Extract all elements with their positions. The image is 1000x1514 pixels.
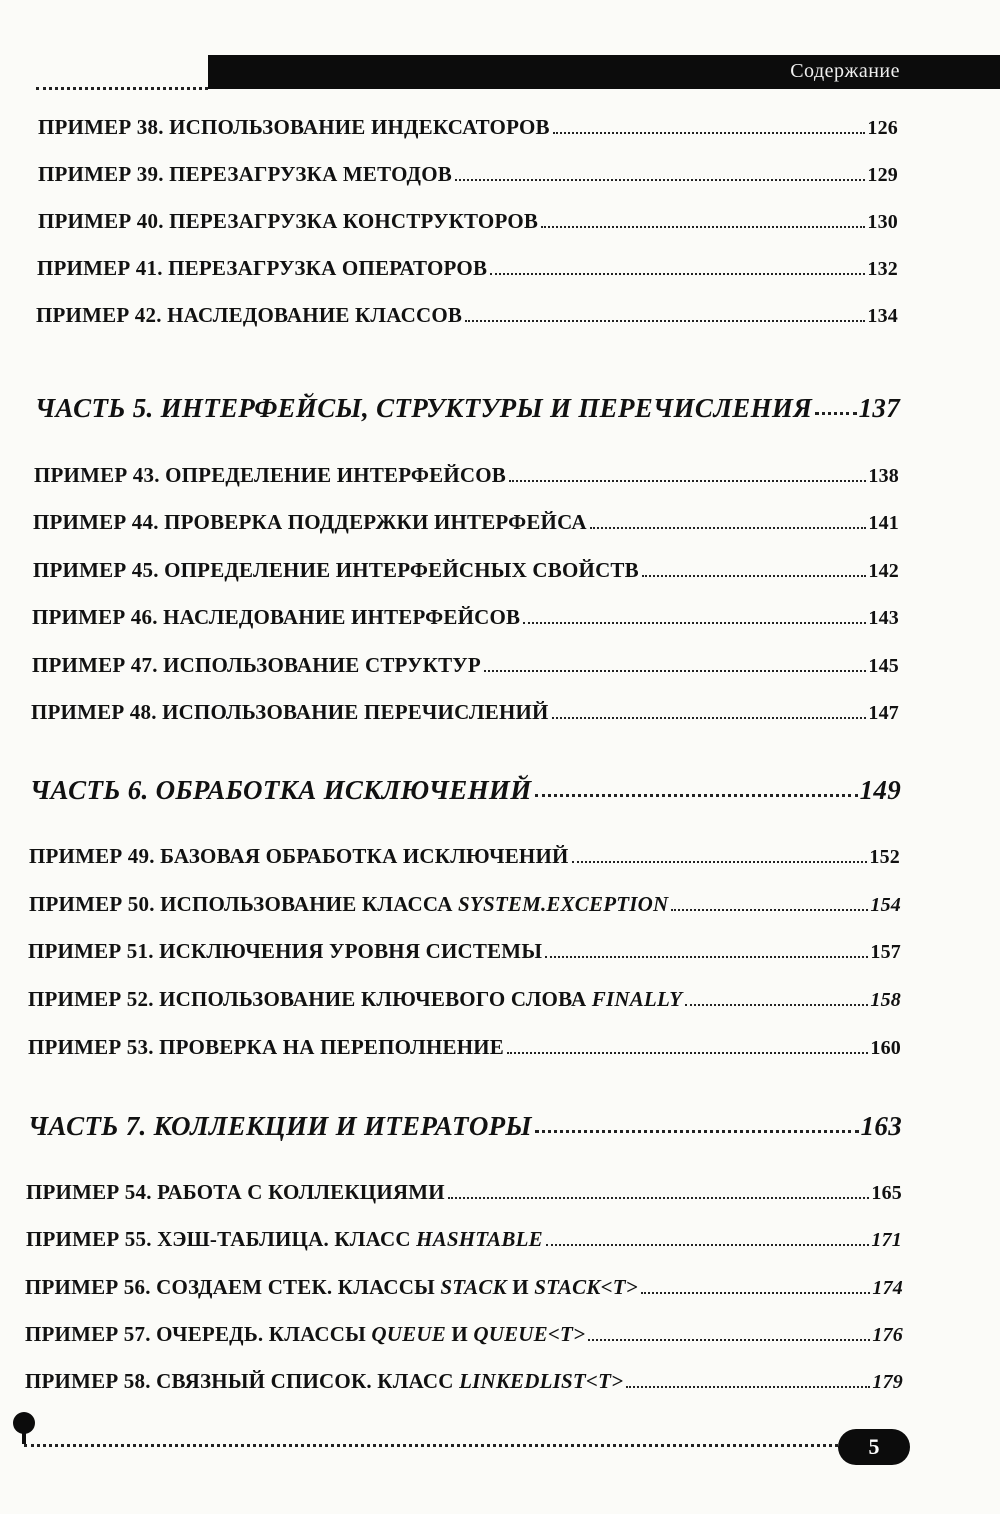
toc-entry-label-text: ПРИМЕР 52. ИСПОЛЬЗОВАНИЕ КЛЮЧЕВОГО СЛОВА: [28, 987, 592, 1011]
toc-part-5[interactable]: [35, 388, 900, 424]
toc-leader-dots: [509, 480, 866, 482]
toc-part-label: ЧАСТЬ 7. КОЛЛЕКЦИИ И ИТЕРАТОРЫ: [28, 1111, 532, 1141]
toc-entry-page: 143: [868, 607, 899, 629]
toc-entry-label: ПРИМЕР 39. ПЕРЕЗАГРУЗКА МЕТОДОВ: [38, 162, 452, 186]
toc-entry-53[interactable]: [28, 1032, 901, 1060]
toc-leader-dots: [590, 527, 867, 529]
toc-entry-page: 142: [868, 560, 899, 582]
toc-entry-51[interactable]: [28, 936, 901, 964]
toc-entry-label: ПРИМЕР 43. ОПРЕДЕЛЕНИЕ ИНТЕРФЕЙСОВ: [34, 463, 506, 487]
toc-entry-page: 158: [870, 989, 901, 1011]
toc-entry-38[interactable]: [38, 112, 898, 140]
toc-entry-45[interactable]: [33, 555, 899, 583]
toc-entry-label: [25, 1369, 623, 1394]
toc-leader-dots: [545, 956, 868, 958]
toc-leader-dots: [685, 1004, 868, 1006]
toc-entry-49[interactable]: [29, 841, 900, 869]
toc-entry-54[interactable]: [26, 1177, 902, 1205]
toc-entry-label-conj: И: [506, 1275, 535, 1299]
toc-entry-58[interactable]: [25, 1366, 903, 1394]
toc-entry-page: 132: [867, 258, 898, 280]
toc-entry-label-text: ПРИМЕР 58. СВЯЗНЫЙ СПИСОК. КЛАСС: [25, 1369, 460, 1393]
toc-entry-40[interactable]: [38, 206, 898, 234]
toc-entry-label: ПРИМЕР 45. ОПРЕДЕЛЕНИЕ ИНТЕРФЕЙСНЫХ СВОЙСТВ: [33, 558, 639, 582]
toc-leader-dots: [546, 1244, 870, 1246]
toc-entry-label-text: ПРИМЕР 55. ХЭШ-ТАБЛИЦА. КЛАСС: [26, 1227, 417, 1251]
toc-part-page: 137: [858, 393, 900, 423]
toc-entry-44[interactable]: [33, 507, 899, 535]
toc-entry-42[interactable]: [36, 300, 898, 328]
toc-part-label: ЧАСТЬ 5. ИНТЕРФЕЙСЫ, СТРУКТУРЫ И ПЕРЕЧИСЛЕНИЯ: [35, 393, 813, 423]
toc-entry-label: ПРИМЕР 40. ПЕРЕЗАГРУЗКА КОНСТРУКТОРОВ: [38, 209, 539, 233]
toc-entry-label: [29, 892, 668, 917]
toc-entry-label: ПРИМЕР 42. НАСЛЕДОВАНИЕ КЛАССОВ: [36, 303, 463, 327]
toc-entry-48[interactable]: [31, 697, 899, 725]
toc-leader-dots: [641, 1292, 870, 1294]
toc-entry-56[interactable]: [25, 1272, 903, 1300]
toc-entry-page: 160: [870, 1037, 901, 1059]
toc-leader-dots: [535, 1130, 859, 1133]
toc-entry-label-code: QUEUE: [371, 1322, 446, 1346]
toc-entry-page: 174: [872, 1277, 903, 1299]
toc-entry-label-code: SYSTEM.EXCEPTION: [458, 892, 669, 916]
toc-entry-41[interactable]: [37, 253, 898, 281]
toc-entry-label-code: QUEUE<T>: [473, 1322, 586, 1346]
toc-leader-dots: [465, 320, 865, 322]
toc-entry-page: 130: [867, 211, 898, 233]
toc-entry-page: 126: [867, 117, 898, 139]
toc-entry-page: 129: [867, 164, 898, 186]
toc-leader-dots: [588, 1339, 870, 1341]
toc-leader-dots: [484, 670, 866, 672]
toc-leader-dots: [626, 1386, 870, 1388]
toc-entry-label-code: STACK<T>: [534, 1275, 638, 1299]
toc-entry-55[interactable]: [26, 1224, 902, 1252]
toc-entry-page: 145: [868, 655, 899, 677]
toc-entry-label-code: STACK: [440, 1275, 507, 1299]
toc-leader-dots: [642, 575, 867, 577]
toc-part-page: 163: [860, 1111, 902, 1141]
toc-leader-dots: [541, 226, 865, 228]
toc-entry-page: 165: [871, 1182, 902, 1204]
toc-entry-label: ПРИМЕР 49. БАЗОВАЯ ОБРАБОТКА ИСКЛЮЧЕНИЙ: [29, 844, 569, 868]
toc-entry-page: 147: [868, 702, 899, 724]
toc-entry-label: [28, 987, 682, 1012]
toc-entry-label-conj: И: [445, 1322, 474, 1346]
toc-entry-page: 179: [872, 1371, 903, 1393]
toc-entry-label-code: HASHTABLE: [416, 1227, 543, 1251]
footer-dotted-rule: [24, 1444, 844, 1447]
toc-entry-label: ПРИМЕР 53. ПРОВЕРКА НА ПЕРЕПОЛНЕНИЕ: [28, 1035, 504, 1059]
toc-entry-label-text: ПРИМЕР 50. ИСПОЛЬЗОВАНИЕ КЛАССА: [29, 892, 459, 916]
toc-entry-label: ПРИМЕР 51. ИСКЛЮЧЕНИЯ УРОВНЯ СИСТЕМЫ: [28, 939, 543, 963]
toc-entry-label-text: ПРИМЕР 57. ОЧЕРЕДЬ. КЛАССЫ: [25, 1322, 372, 1346]
toc-entry-page: 157: [870, 941, 901, 963]
toc-entry-50[interactable]: [29, 889, 901, 917]
toc-entry-label: ПРИМЕР 44. ПРОВЕРКА ПОДДЕРЖКИ ИНТЕРФЕЙСА: [33, 510, 587, 534]
toc-entry-47[interactable]: [32, 650, 899, 678]
toc-entry-52[interactable]: [28, 984, 901, 1012]
toc-leader-dots: [815, 412, 856, 415]
page-number-badge: 5: [838, 1429, 910, 1465]
toc-part-label: ЧАСТЬ 6. ОБРАБОТКА ИСКЛЮЧЕНИЙ: [30, 775, 532, 805]
toc-leader-dots: [490, 273, 865, 275]
toc-leader-dots: [507, 1052, 868, 1054]
toc-entry-label: [26, 1227, 543, 1252]
toc-entry-label-text: ПРИМЕР 56. СОЗДАЕМ СТЕК. КЛАССЫ: [25, 1275, 441, 1299]
toc-entry-label: ПРИМЕР 47. ИСПОЛЬЗОВАНИЕ СТРУКТУР: [32, 653, 481, 677]
toc-entry-label: [25, 1322, 585, 1347]
toc-leader-dots: [552, 717, 867, 719]
toc-entry-label: ПРИМЕР 48. ИСПОЛЬЗОВАНИЕ ПЕРЕЧИСЛЕНИЙ: [31, 700, 549, 724]
toc-leader-dots: [572, 861, 868, 863]
toc-entry-43[interactable]: [34, 460, 899, 488]
toc-entry-page: 154: [870, 894, 901, 916]
toc-entry-page: 141: [868, 512, 899, 534]
toc-entry-label: [25, 1275, 638, 1300]
toc-entry-page: 171: [871, 1229, 902, 1251]
toc-entry-57[interactable]: [25, 1319, 903, 1347]
toc-leader-dots: [523, 622, 866, 624]
toc-leader-dots: [671, 909, 868, 911]
toc-part-page: 149: [859, 775, 901, 805]
toc-part-6[interactable]: [30, 770, 901, 806]
header-bar: [208, 55, 1000, 89]
running-header-title: Содержание: [790, 60, 900, 82]
toc-entry-label: ПРИМЕР 46. НАСЛЕДОВАНИЕ ИНТЕРФЕЙСОВ: [32, 605, 521, 629]
toc-entry-page: 134: [867, 305, 898, 327]
toc-entry-39[interactable]: [38, 159, 898, 187]
toc-entry-46[interactable]: [32, 602, 899, 630]
toc-leader-dots: [535, 794, 858, 797]
footer-pin-stem: [22, 1430, 26, 1444]
toc-leader-dots: [553, 132, 866, 134]
toc-entry-label: ПРИМЕР 54. РАБОТА С КОЛЛЕКЦИЯМИ: [26, 1180, 445, 1204]
toc-entry-label: ПРИМЕР 41. ПЕРЕЗАГРУЗКА ОПЕРАТОРОВ: [37, 256, 488, 280]
toc-leader-dots: [448, 1197, 870, 1199]
toc-entry-page: 152: [869, 846, 900, 868]
toc-entry-label: ПРИМЕР 38. ИСПОЛЬЗОВАНИЕ ИНДЕКСАТОРОВ: [38, 115, 550, 139]
toc-entry-page: 138: [868, 465, 899, 487]
toc-entry-label-code: LINKEDLIST<T>: [459, 1369, 624, 1393]
toc-entry-label-code: FINALLY: [591, 987, 683, 1011]
toc-part-7[interactable]: [28, 1106, 902, 1142]
header-dotted-rule: [36, 87, 208, 90]
toc-leader-dots: [455, 179, 865, 181]
toc-entry-page: 176: [872, 1324, 903, 1346]
